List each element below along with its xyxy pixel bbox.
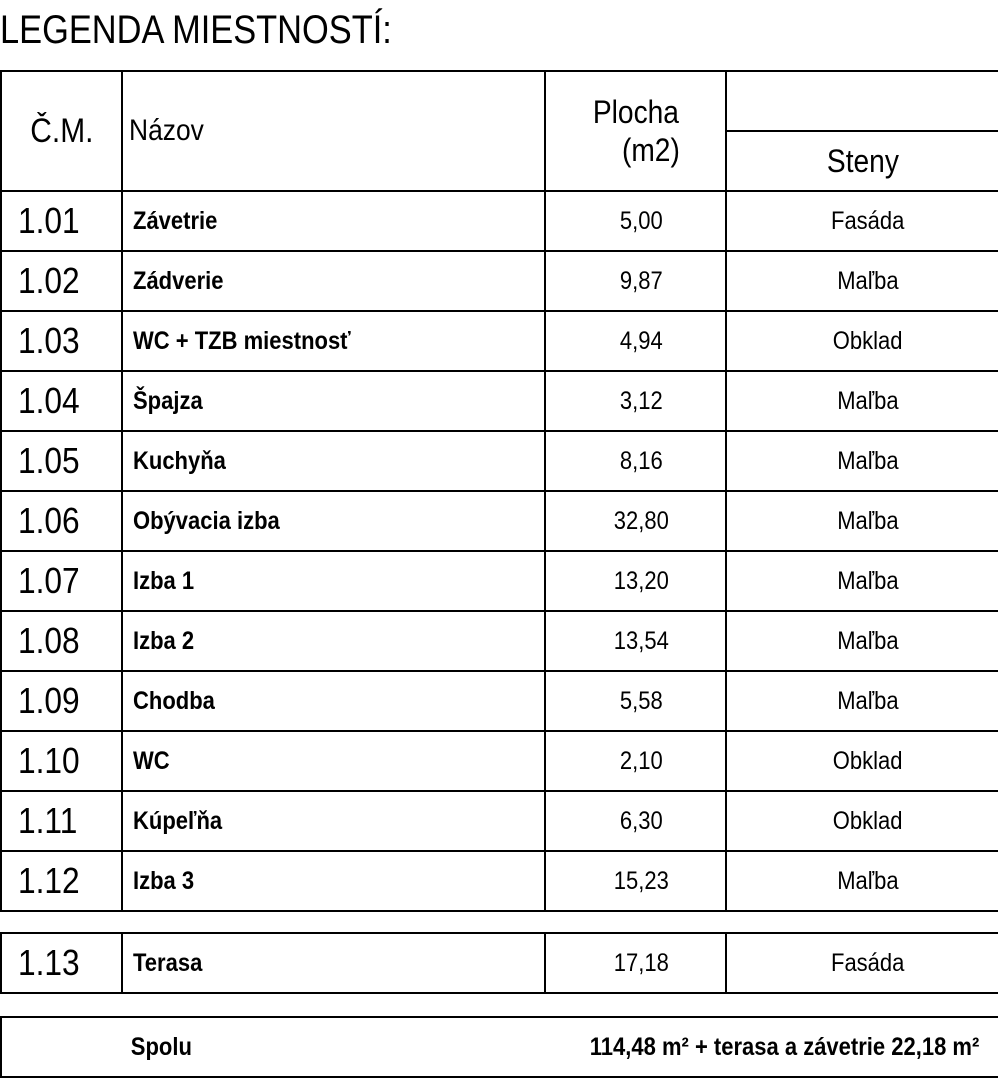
room-walls: Maľba xyxy=(726,611,998,671)
room-number: 1.04 xyxy=(1,371,122,431)
room-walls: Maľba xyxy=(726,431,998,491)
table-row xyxy=(1,311,998,371)
room-name: Zádverie xyxy=(122,251,545,311)
room-name: Terasa xyxy=(122,933,545,993)
room-area: 17,18 xyxy=(545,933,726,993)
room-name: Chodba xyxy=(122,671,545,731)
room-name: Izba 2 xyxy=(122,611,545,671)
room-number: 1.02 xyxy=(1,251,122,311)
table-row xyxy=(1,851,998,911)
room-area: 13,20 xyxy=(545,551,726,611)
room-number: 1.11 xyxy=(1,791,122,851)
room-walls: Fasáda xyxy=(726,933,998,993)
room-area: 9,87 xyxy=(545,251,726,311)
room-walls: Maľba xyxy=(726,371,998,431)
room-walls: Obklad xyxy=(726,731,998,791)
room-walls: Maľba xyxy=(726,491,998,551)
room-number: 1.13 xyxy=(1,933,122,993)
header-name: Názov xyxy=(122,71,545,191)
header-room-number: Č.M. xyxy=(1,71,122,191)
room-name: Izba 3 xyxy=(122,851,545,911)
table-row xyxy=(1,933,998,993)
total-row xyxy=(1,1017,998,1077)
room-area: 4,94 xyxy=(545,311,726,371)
room-area: 6,30 xyxy=(545,791,726,851)
room-walls: Maľba xyxy=(726,551,998,611)
room-number: 1.05 xyxy=(1,431,122,491)
table-row xyxy=(1,611,998,671)
legend-title: LEGENDA MIESTNOSTÍ: xyxy=(0,8,392,52)
room-walls: Fasáda xyxy=(726,191,998,251)
room-number: 1.07 xyxy=(1,551,122,611)
room-area: 32,80 xyxy=(545,491,726,551)
table-header-row xyxy=(1,71,998,191)
total-value: 114,48 m² + terasa a závetrie 22,18 m² xyxy=(590,1032,980,1061)
table-row xyxy=(1,491,998,551)
room-walls: Maľba xyxy=(726,851,998,911)
table-row xyxy=(1,431,998,491)
table-row xyxy=(1,371,998,431)
table-row xyxy=(1,731,998,791)
table-row xyxy=(1,791,998,851)
table-row xyxy=(1,551,998,611)
terrace-table xyxy=(0,932,998,994)
room-name: Špajza xyxy=(122,371,545,431)
header-walls: Steny xyxy=(726,71,998,191)
total-table xyxy=(0,1016,998,1078)
room-number: 1.09 xyxy=(1,671,122,731)
room-number: 1.08 xyxy=(1,611,122,671)
room-area: 13,54 xyxy=(545,611,726,671)
room-number: 1.12 xyxy=(1,851,122,911)
room-name: Obývacia izba xyxy=(122,491,545,551)
room-walls: Maľba xyxy=(726,251,998,311)
total-cell xyxy=(122,1017,998,1077)
table-row xyxy=(1,251,998,311)
room-name: Závetrie xyxy=(122,191,545,251)
header-area: Plocha (m2) xyxy=(545,71,726,191)
room-walls: Obklad xyxy=(726,311,998,371)
room-number: 1.06 xyxy=(1,491,122,551)
room-name: Izba 1 xyxy=(122,551,545,611)
room-area: 5,00 xyxy=(545,191,726,251)
table-row xyxy=(1,671,998,731)
room-area: 5,58 xyxy=(545,671,726,731)
room-area: 3,12 xyxy=(545,371,726,431)
room-walls: Obklad xyxy=(726,791,998,851)
table-row xyxy=(1,191,998,251)
room-area: 8,16 xyxy=(545,431,726,491)
room-name: WC + TZB miestnosť xyxy=(122,311,545,371)
total-label: Spolu xyxy=(130,1032,192,1061)
room-walls: Maľba xyxy=(726,671,998,731)
room-name: WC xyxy=(122,731,545,791)
room-area: 2,10 xyxy=(545,731,726,791)
room-name: Kuchyňa xyxy=(122,431,545,491)
rooms-table xyxy=(0,70,998,912)
room-number: 1.10 xyxy=(1,731,122,791)
room-number: 1.03 xyxy=(1,311,122,371)
room-name: Kúpeľňa xyxy=(122,791,545,851)
total-spacer xyxy=(1,1017,122,1077)
room-number: 1.01 xyxy=(1,191,122,251)
room-area: 15,23 xyxy=(545,851,726,911)
